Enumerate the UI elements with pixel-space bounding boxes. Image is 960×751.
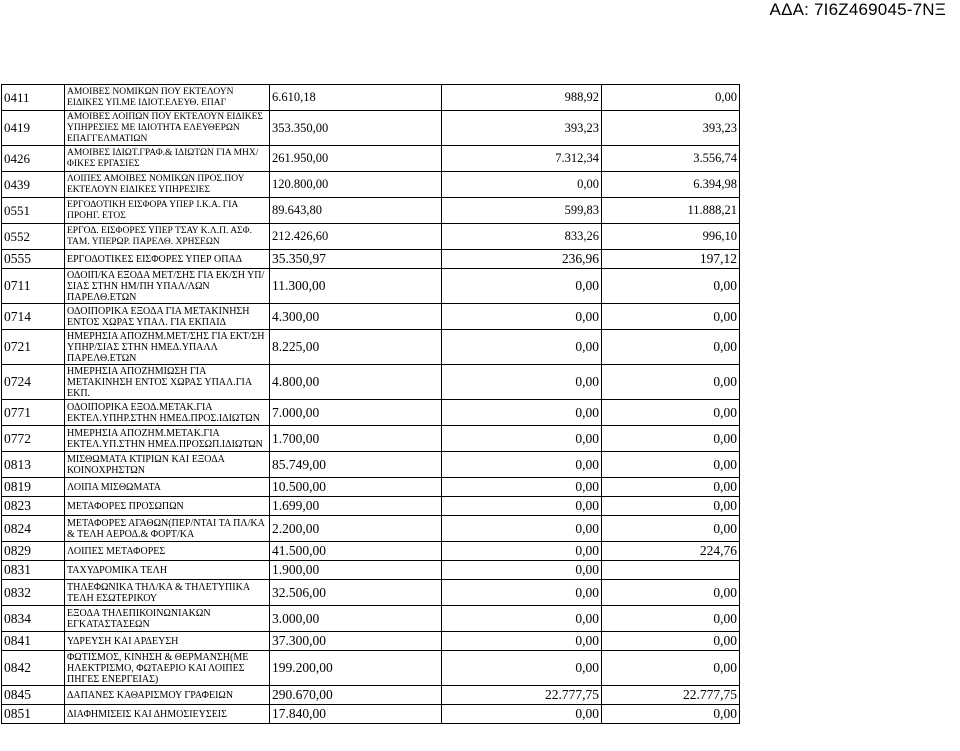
commitment-amount-cell: 0,00	[442, 426, 602, 452]
payment-amount-cell: 0,00	[602, 85, 740, 111]
account-code-cell: 0551	[2, 198, 65, 224]
commitment-amount-cell: 0,00	[442, 452, 602, 478]
description-cell: ΑΜΟΙΒΕΣ ΙΔΙΩΤ.ΓΡΑΦ.& ΙΔΙΩΤΩΝ ΓΙΑ ΜΗΧ/ΦΙΚΕΣ ΕΡΓΑΣΙΕΣ	[65, 146, 270, 172]
payment-amount-cell: 0,00	[602, 651, 740, 686]
description-cell: ΗΜΕΡΗΣΙΑ ΑΠΟΖΗΜ.ΜΕΤΑΚ.ΓΙΑ ΕΚΤΕΛ.ΥΠ.ΣΤΗΝ ΗΜΕΔ.ΠΡΟΣΩΠ.ΙΔΙΩΤΩΝ	[65, 426, 270, 452]
budget-table	[1, 84, 740, 724]
payment-amount-cell: 0,00	[602, 426, 740, 452]
description-cell: ΛΟΙΠΕΣ ΑΜΟΙΒΕΣ ΝΟΜΙΚΩΝ ΠΡΟΣ.ΠΟΥ ΕΚΤΕΛΟΥΝ ΕΙΔΙΚΕΣ ΥΠΗΡΕΣΙΕΣ	[65, 172, 270, 198]
description-cell: ΟΔΟΙΠΟΡΙΚΑ ΕΞΟΔ.ΜΕΤΑΚ.ΓΙΑ ΕΚΤΕΛ.ΥΠΗΡ.ΣΤΗΝ ΗΜΕΔ.ΠΡΟΣ.ΙΔΙΩΤΩΝ	[65, 400, 270, 426]
description-cell: ΗΜΕΡΗΣΙΑ ΑΠΟΖΗΜΙΩΣΗ ΓΙΑ ΜΕΤΑΚΙΝΗΣΗ ΕΝΤΟΣ ΧΩΡΑΣ ΥΠΑΛ.ΓΙΑ ΕΚΠ.	[65, 365, 270, 400]
table-row	[2, 400, 740, 426]
table-row	[2, 705, 740, 724]
description-cell: ΑΜΟΙΒΕΣ ΝΟΜΙΚΩΝ ΠΟΥ ΕΚΤΕΛΟΥΝ ΕΙΔΙΚΕΣ ΥΠ.ΜΕ ΙΔΙΟΤ.ΕΛΕΥΘ. ΕΠΑΓ	[65, 85, 270, 111]
commitment-amount-cell: 393,23	[442, 111, 602, 146]
commitment-amount-cell: 0,00	[442, 542, 602, 561]
payment-amount-cell: 224,76	[602, 542, 740, 561]
description-cell: ΕΡΓΟΔΟΤΙΚΗ ΕΙΣΦΟΡΑ ΥΠΕΡ Ι.Κ.Α. ΓΙΑ ΠΡΟΗΓ. ΕΤΟΣ	[65, 198, 270, 224]
commitment-amount-cell: 22.777,75	[442, 686, 602, 705]
commitment-amount-cell: 833,26	[442, 224, 602, 250]
budget-amount-cell: 2.200,00	[270, 516, 442, 542]
budget-amount-cell: 212.426,60	[270, 224, 442, 250]
account-code-cell: 0819	[2, 478, 65, 497]
commitment-amount-cell: 988,92	[442, 85, 602, 111]
payment-amount-cell: 0,00	[602, 365, 740, 400]
budget-amount-cell: 199.200,00	[270, 651, 442, 686]
description-cell: ΜΕΤΑΦΟΡΕΣ ΠΡΟΣΩΠΩΝ	[65, 497, 270, 516]
payment-amount-cell: 0,00	[602, 497, 740, 516]
budget-amount-cell: 4.300,00	[270, 304, 442, 330]
account-code-cell: 0813	[2, 452, 65, 478]
table-row	[2, 198, 740, 224]
description-cell: ΕΡΓΟΔ. ΕΙΣΦΟΡΕΣ ΥΠΕΡ ΤΣΑΥ Κ.Λ.Π. ΑΣΦ. ΤΑΜ. ΥΠΕΡΩΡ. ΠΑΡΕΛΘ. ΧΡΗΣΕΩΝ	[65, 224, 270, 250]
payment-amount-cell: 3.556,74	[602, 146, 740, 172]
payment-amount-cell: 0,00	[602, 330, 740, 365]
payment-amount-cell: 0,00	[602, 304, 740, 330]
description-cell: ΟΔΟΙΠΟΡΙΚΑ ΕΞΟΔΑ ΓΙΑ ΜΕΤΑΚΙΝΗΣΗ ΕΝΤΟΣ ΧΩΡΑΣ ΥΠΑΛ. ΓΙΑ ΕΚΠΑΙΔ	[65, 304, 270, 330]
payment-amount-cell: 6.394,98	[602, 172, 740, 198]
budget-amount-cell: 41.500,00	[270, 542, 442, 561]
table-row	[2, 542, 740, 561]
commitment-amount-cell: 0,00	[442, 269, 602, 304]
description-cell: ΛΟΙΠΑ ΜΙΣΘΩΜΑΤΑ	[65, 478, 270, 497]
payment-amount-cell: 0,00	[602, 632, 740, 651]
description-cell: ΟΔΟΙΠ/ΚΑ ΕΞΟΔΑ ΜΕΤ/ΣΗΣ ΓΙΑ ΕΚ/ΣΗ ΥΠ/ΣΙΑΣ ΣΤΗΝ ΗΜ/ΠΗ ΥΠΑΛ/ΛΩΝ ΠΑΡΕΛΘ.ΕΤΩΝ	[65, 269, 270, 304]
description-cell: ΔΑΠΑΝΕΣ ΚΑΘΑΡΙΣΜΟΥ ΓΡΑΦΕΙΩΝ	[65, 686, 270, 705]
payment-amount-cell: 0,00	[602, 478, 740, 497]
budget-amount-cell: 1.700,00	[270, 426, 442, 452]
commitment-amount-cell: 0,00	[442, 497, 602, 516]
account-code-cell: 0829	[2, 542, 65, 561]
commitment-amount-cell: 0,00	[442, 330, 602, 365]
commitment-amount-cell: 0,00	[442, 304, 602, 330]
payment-amount-cell: 197,12	[602, 250, 740, 269]
payment-amount-cell: 0,00	[602, 580, 740, 606]
account-code-cell: 0841	[2, 632, 65, 651]
payment-amount-cell: 0,00	[602, 269, 740, 304]
description-cell: ΥΔΡΕΥΣΗ ΚΑΙ ΑΡΔΕΥΣΗ	[65, 632, 270, 651]
table-row	[2, 686, 740, 705]
account-code-cell: 0772	[2, 426, 65, 452]
payment-amount-cell	[602, 561, 740, 580]
budget-amount-cell: 261.950,00	[270, 146, 442, 172]
account-code-cell: 0419	[2, 111, 65, 146]
commitment-amount-cell: 599,83	[442, 198, 602, 224]
payment-amount-cell: 393,23	[602, 111, 740, 146]
table-row	[2, 250, 740, 269]
commitment-amount-cell: 0,00	[442, 606, 602, 632]
commitment-amount-cell: 0,00	[442, 651, 602, 686]
budget-amount-cell: 17.840,00	[270, 705, 442, 724]
commitment-amount-cell: 0,00	[442, 365, 602, 400]
description-cell: ΑΜΟΙΒΕΣ ΛΟΙΠΩΝ ΠΟΥ ΕΚΤΕΛΟΥΝ ΕΙΔΙΚΕΣ ΥΠΗΡΕΣΙΕΣ ΜΕ ΙΔΙΟΤΗΤΑ ΕΛΕΥΘΕΡΩΝ ΕΠΑΓΓΕΛΜΑΤΙΩΝ	[65, 111, 270, 146]
account-code-cell: 0552	[2, 224, 65, 250]
budget-amount-cell: 11.300,00	[270, 269, 442, 304]
budget-amount-cell: 1.699,00	[270, 497, 442, 516]
description-cell: ΜΕΤΑΦΟΡΕΣ ΑΓΑΘΩΝ(ΠΕΡ/ΝΤΑΙ ΤΑ ΠΛ/ΚΑ & ΤΕΛΗ ΑΕΡΟΔ.& ΦΟΡΤ/ΚΑ	[65, 516, 270, 542]
description-cell: ΛΟΙΠΕΣ ΜΕΤΑΦΟΡΕΣ	[65, 542, 270, 561]
commitment-amount-cell: 0,00	[442, 705, 602, 724]
account-code-cell: 0721	[2, 330, 65, 365]
account-code-cell: 0555	[2, 250, 65, 269]
budget-amount-cell: 10.500,00	[270, 478, 442, 497]
table-row	[2, 85, 740, 111]
table-row	[2, 426, 740, 452]
account-code-cell: 0834	[2, 606, 65, 632]
table-row	[2, 146, 740, 172]
budget-amount-cell: 4.800,00	[270, 365, 442, 400]
account-code-cell: 0842	[2, 651, 65, 686]
table-row	[2, 224, 740, 250]
table-row	[2, 606, 740, 632]
budget-amount-cell: 6.610,18	[270, 85, 442, 111]
commitment-amount-cell: 236,96	[442, 250, 602, 269]
budget-amount-cell: 1.900,00	[270, 561, 442, 580]
description-cell: ΕΞΟΔΑ ΤΗΛΕΠΙΚΟΙΝΩΝΙΑΚΩΝ ΕΓΚΑΤΑΣΤΑΣΕΩΝ	[65, 606, 270, 632]
account-code-cell: 0426	[2, 146, 65, 172]
commitment-amount-cell: 0,00	[442, 172, 602, 198]
account-code-cell: 0771	[2, 400, 65, 426]
account-code-cell: 0724	[2, 365, 65, 400]
table-row	[2, 580, 740, 606]
table-row	[2, 452, 740, 478]
payment-amount-cell: 0,00	[602, 705, 740, 724]
table-row	[2, 111, 740, 146]
budget-amount-cell: 85.749,00	[270, 452, 442, 478]
account-code-cell: 0845	[2, 686, 65, 705]
account-code-cell: 0823	[2, 497, 65, 516]
budget-amount-cell: 353.350,00	[270, 111, 442, 146]
payment-amount-cell: 0,00	[602, 606, 740, 632]
table-row	[2, 632, 740, 651]
budget-amount-cell: 8.225,00	[270, 330, 442, 365]
description-cell: ΗΜΕΡΗΣΙΑ ΑΠΟΖΗΜ.ΜΕΤ/ΣΗΣ ΓΙΑ ΕΚΤ/ΣΗ ΥΠΗΡ/ΣΙΑΣ ΣΤΗΝ ΗΜΕΔ.ΥΠΑΛΛ ΠΑΡΕΛΘ.ΕΤΩΝ	[65, 330, 270, 365]
description-cell: ΦΩΤΙΣΜΟΣ, ΚΙΝΗΣΗ & ΘΕΡΜΑΝΣΗ(ΜΕ ΗΛΕΚΤΡΙΣΜΟ, ΦΩΤΑΕΡΙΟ ΚΑΙ ΛΟΙΠΕΣ ΠΗΓΕΣ ΕΝΕΡΓΕΙΑΣ)	[65, 651, 270, 686]
description-cell: ΤΑΧΥΔΡΟΜΙΚΑ ΤΕΛΗ	[65, 561, 270, 580]
commitment-amount-cell: 0,00	[442, 478, 602, 497]
commitment-amount-cell: 0,00	[442, 580, 602, 606]
budget-amount-cell: 290.670,00	[270, 686, 442, 705]
budget-amount-cell: 35.350,97	[270, 250, 442, 269]
account-code-cell: 0711	[2, 269, 65, 304]
ada-document-code: ΑΔΑ: 7Ι6Ζ469045-7ΝΞ	[769, 0, 946, 19]
table-row	[2, 478, 740, 497]
table-row	[2, 651, 740, 686]
commitment-amount-cell: 7.312,34	[442, 146, 602, 172]
commitment-amount-cell: 0,00	[442, 400, 602, 426]
table-row	[2, 497, 740, 516]
account-code-cell: 0439	[2, 172, 65, 198]
account-code-cell: 0832	[2, 580, 65, 606]
budget-amount-cell: 32.506,00	[270, 580, 442, 606]
commitment-amount-cell: 0,00	[442, 561, 602, 580]
payment-amount-cell: 0,00	[602, 400, 740, 426]
account-code-cell: 0831	[2, 561, 65, 580]
table-row	[2, 516, 740, 542]
payment-amount-cell: 0,00	[602, 452, 740, 478]
payment-amount-cell: 22.777,75	[602, 686, 740, 705]
budget-table-body	[2, 85, 740, 724]
commitment-amount-cell: 0,00	[442, 632, 602, 651]
commitment-amount-cell: 0,00	[442, 516, 602, 542]
description-cell: ΕΡΓΟΔΟΤΙΚΕΣ ΕΙΣΦΟΡΕΣ ΥΠΕΡ ΟΠΑΔ	[65, 250, 270, 269]
table-row	[2, 172, 740, 198]
account-code-cell: 0411	[2, 85, 65, 111]
budget-amount-cell: 7.000,00	[270, 400, 442, 426]
budget-amount-cell: 3.000,00	[270, 606, 442, 632]
budget-amount-cell: 120.800,00	[270, 172, 442, 198]
description-cell: ΜΙΣΘΩΜΑΤΑ ΚΤΙΡΙΩΝ ΚΑΙ ΕΞΟΔΑ ΚΟΙΝΟΧΡΗΣΤΩΝ	[65, 452, 270, 478]
table-row	[2, 269, 740, 304]
payment-amount-cell: 996,10	[602, 224, 740, 250]
table-row	[2, 365, 740, 400]
payment-amount-cell: 0,00	[602, 516, 740, 542]
account-code-cell: 0824	[2, 516, 65, 542]
budget-amount-cell: 37.300,00	[270, 632, 442, 651]
description-cell: ΔΙΑΦΗΜΙΣΕΙΣ ΚΑΙ ΔΗΜΟΣΙΕΥΣΕΙΣ	[65, 705, 270, 724]
account-code-cell: 0851	[2, 705, 65, 724]
budget-amount-cell: 89.643,80	[270, 198, 442, 224]
payment-amount-cell: 11.888,21	[602, 198, 740, 224]
table-row	[2, 330, 740, 365]
description-cell: ΤΗΛΕΦΩΝΙΚΑ ΤΗΛ/ΚΑ & ΤΗΛΕΤΥΠΙΚΑ ΤΕΛΗ ΕΣΩΤΕΡΙΚΟΥ	[65, 580, 270, 606]
table-row	[2, 561, 740, 580]
account-code-cell: 0714	[2, 304, 65, 330]
table-row	[2, 304, 740, 330]
